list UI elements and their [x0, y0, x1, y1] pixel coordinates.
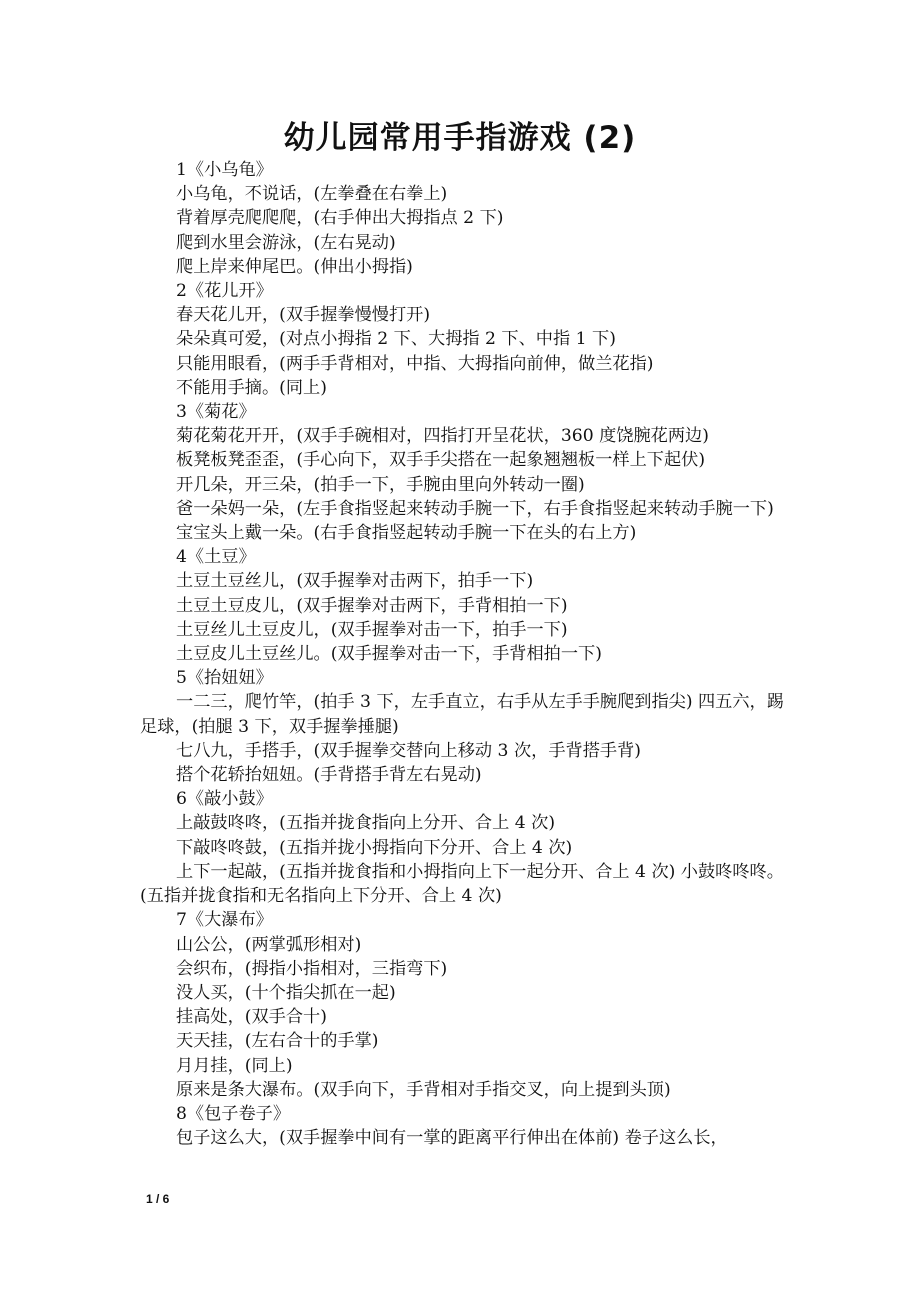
paragraph: 天天挂，(左右合十的手掌) [176, 1031, 379, 1052]
paragraph: 2《花儿开》 [176, 281, 273, 302]
paragraph: 6《敲小鼓》 [176, 789, 273, 810]
paragraph: 8《包子卷子》 [176, 1103, 291, 1124]
paragraph: 没人买，(十个指尖抓在一起) [176, 982, 396, 1003]
paragraph: 搭个花轿抬妞妞。(手背搭手背左右晃动) [176, 765, 482, 786]
paragraph: 只能用眼看，(两手手背相对，中指、大拇指向前伸，做兰花指) [176, 353, 654, 374]
paragraph: 山公公，(两掌弧形相对) [176, 934, 362, 955]
paragraph: 爸一朵妈一朵，(左手食指竖起来转动手腕一下，右手食指竖起来转动手腕一下) [176, 498, 774, 519]
paragraph: 原来是条大瀑布。(双手向下，手背相对手指交叉，向上提到头顶) [176, 1079, 671, 1100]
paragraph: 土豆丝儿土豆皮儿，(双手握拳对击一下，拍手一下) [176, 619, 568, 640]
paragraph: 挂高处，(双手合十) [176, 1007, 327, 1028]
paragraph: 5《抬妞妞》 [176, 668, 273, 689]
paragraph: 菊花菊花开开，(双手手碗相对，四指打开呈花状，360 度饶腕花两边) [176, 426, 709, 447]
paragraph: 背着厚壳爬爬爬，(右手伸出大拇指点 2 下) [176, 208, 504, 229]
document-body [140, 158, 784, 1150]
paragraph: 爬到水里会游泳，(左右晃动) [176, 232, 396, 253]
paragraph: 开几朵，开三朵，(拍手一下，手腕由里向外转动一圈) [176, 474, 585, 495]
paragraph: 3《菊花》 [176, 402, 256, 423]
paragraph: 包子这么大，(双手握拳中间有一掌的距离平行伸出在体前) 卷子这么长， [176, 1128, 728, 1149]
paragraph: 爬上岸来伸尾巴。(伸出小拇指) [176, 256, 413, 277]
paragraph: 土豆土豆丝儿，(双手握拳对击两下，拍手一下) [176, 571, 534, 592]
page-title: 幼儿园常用手指游戏 (2) [283, 120, 637, 156]
paragraph: 1《小乌龟》 [176, 160, 273, 180]
paragraph: 上下一起敲，(五指并拢食指和小拇指向上下一起分开、合上 4 次) 小鼓咚咚咚。(五指并拢食指和无名指向上下分开、合上 4 次) [140, 861, 784, 907]
paragraph: 土豆土豆皮儿，(双手握拳对击两下，手背相拍一下) [176, 595, 568, 616]
paragraph: 4《土豆》 [176, 547, 256, 568]
paragraph: 宝宝头上戴一朵。(右手食指竖起转动手腕一下在头的右上方) [176, 523, 637, 544]
paragraph: 不能用手摘。(同上) [176, 377, 327, 398]
paragraph: 上敲鼓咚咚，(五指并拢食指向上分开、合上 4 次) [176, 813, 556, 834]
paragraph: 一二三，爬竹竿，(拍手 3 下，左手直立，右手从左手手腕爬到指尖) 四五六，踢足球，(拍腿 3 下，双手握拳捶腿) [140, 692, 784, 737]
paragraph: 会织布，(拇指小指相对，三指弯下) [176, 958, 448, 979]
paragraph: 下敲咚咚鼓，(五指并拢小拇指向下分开、合上 4 次) [176, 837, 573, 858]
paragraph: 土豆皮儿土豆丝儿。(双手握拳对击一下，手背相拍一下) [176, 644, 602, 665]
paragraph: 七八九，手搭手，(双手握拳交替向上移动 3 次，手背搭手背) [176, 740, 641, 761]
paragraph: 朵朵真可爱，(对点小拇指 2 下、大拇指 2 下、中指 1 下) [176, 329, 616, 350]
paragraph: 春天花儿开，(双手握拳慢慢打开) [176, 305, 431, 326]
paragraph: 板凳板凳歪歪，(手心向下，双手手尖搭在一起象翘翘板一样上下起伏) [176, 450, 706, 471]
paragraph: 7《大瀑布》 [176, 910, 273, 931]
paragraph: 小乌龟，不说话，(左拳叠在右拳上) [176, 184, 448, 205]
page-number: 1 / 6 [146, 1192, 170, 1206]
paragraph: 月月挂，(同上) [176, 1055, 293, 1076]
